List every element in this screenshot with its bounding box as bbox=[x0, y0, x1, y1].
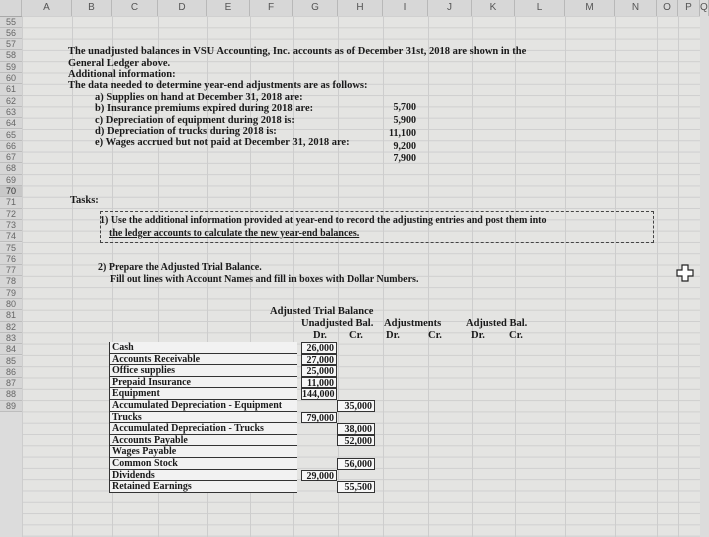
unadjusted-cr-cell[interactable]: 38,000 bbox=[337, 423, 375, 435]
column-header-b[interactable]: B bbox=[72, 0, 112, 16]
column-header-p[interactable]: P bbox=[678, 0, 700, 16]
row-header-80[interactable]: 80 bbox=[0, 299, 22, 310]
adjustment-e-value: 7,900 bbox=[393, 153, 416, 164]
subhead-dr-1: Dr. bbox=[313, 330, 327, 341]
adjustment-c-value: 11,100 bbox=[389, 128, 416, 139]
account-name-cell[interactable]: Equipment bbox=[109, 388, 297, 400]
row-header-76[interactable]: 76 bbox=[0, 254, 22, 265]
column-header-o[interactable]: O bbox=[657, 0, 678, 16]
unadjusted-cr-cell[interactable]: 56,000 bbox=[337, 458, 375, 470]
adjustment-d-value: 9,200 bbox=[393, 141, 416, 152]
account-name-cell[interactable]: Accumulated Depreciation - Trucks bbox=[109, 423, 297, 435]
subhead-cr-3: Cr. bbox=[509, 330, 523, 341]
column-header-d[interactable]: D bbox=[158, 0, 207, 16]
row-header-64[interactable]: 64 bbox=[0, 118, 22, 129]
row-header-82[interactable]: 82 bbox=[0, 322, 22, 333]
row-header-63[interactable]: 63 bbox=[0, 107, 22, 118]
column-header-i[interactable]: I bbox=[383, 0, 428, 16]
column-header-g[interactable]: G bbox=[293, 0, 338, 16]
row-header-85[interactable]: 85 bbox=[0, 356, 22, 367]
task1-line-1: 1) Use the additional information provided at year-end to record the adjusting entries and post them into bbox=[100, 215, 547, 226]
adjustment-d-label: d) Depreciation of trucks during 2018 is: bbox=[95, 126, 277, 137]
column-header-c[interactable]: C bbox=[112, 0, 158, 16]
row-header-78[interactable]: 78 bbox=[0, 276, 22, 287]
row-header-89[interactable]: 89 bbox=[0, 401, 22, 412]
adjustment-a-label: a) Supplies on hand at December 31, 2018 are: bbox=[95, 92, 303, 103]
unadjusted-dr-cell[interactable]: 26,000 bbox=[301, 342, 337, 354]
column-header-j[interactable]: J bbox=[428, 0, 472, 16]
row-header-77[interactable]: 77 bbox=[0, 265, 22, 276]
account-name-cell[interactable]: Dividends bbox=[109, 470, 297, 482]
row-header-68[interactable]: 68 bbox=[0, 163, 22, 174]
subhead-dr-3: Dr. bbox=[471, 330, 485, 341]
account-name-cell[interactable]: Trucks bbox=[109, 412, 297, 424]
intro-line-1: The unadjusted balances in VSU Accounting, Inc. accounts as of December 31st, 2018 are shown in the bbox=[68, 46, 527, 57]
subhead-cr-2: Cr. bbox=[428, 330, 442, 341]
adjustment-e-label: e) Wages accrued but not paid at December 31, 2018 are: bbox=[95, 137, 350, 148]
account-name-cell[interactable]: Retained Earnings bbox=[109, 481, 297, 493]
adjustment-b-label: b) Insurance premiums expired during 2018 are: bbox=[95, 103, 314, 114]
row-header-88[interactable]: 88 bbox=[0, 389, 22, 400]
account-name-cell[interactable]: Office supplies bbox=[109, 365, 297, 377]
plus-cross-cursor-icon bbox=[676, 264, 694, 282]
account-name-cell[interactable]: Accumulated Depreciation - Equipment bbox=[109, 400, 297, 412]
intro-line-3: Additional information: bbox=[68, 69, 176, 80]
row-header-72[interactable]: 72 bbox=[0, 209, 22, 220]
row-header-67[interactable]: 67 bbox=[0, 152, 22, 163]
subhead-cr-1: Cr. bbox=[349, 330, 363, 341]
group-adjusted: Adjusted Bal. bbox=[466, 318, 528, 329]
unadjusted-dr-cell[interactable]: 11,000 bbox=[301, 377, 337, 389]
group-unadjusted: Unadjusted Bal. bbox=[301, 318, 374, 329]
row-header-83[interactable]: 83 bbox=[0, 333, 22, 344]
column-header-n[interactable]: N bbox=[615, 0, 657, 16]
unadjusted-dr-cell[interactable]: 29,000 bbox=[301, 470, 337, 482]
unadjusted-cr-cell[interactable]: 52,000 bbox=[337, 435, 375, 447]
row-header-66[interactable]: 66 bbox=[0, 141, 22, 152]
column-header-h[interactable]: H bbox=[338, 0, 383, 16]
subhead-dr-2: Dr. bbox=[386, 330, 400, 341]
adjustment-c-label: c) Depreciation of equipment during 2018 is: bbox=[95, 115, 295, 126]
row-header-75[interactable]: 75 bbox=[0, 243, 22, 254]
row-header-74[interactable]: 74 bbox=[0, 231, 22, 242]
row-header-56[interactable]: 56 bbox=[0, 28, 22, 39]
row-header-79[interactable]: 79 bbox=[0, 288, 22, 299]
unadjusted-dr-cell[interactable]: 144,000 bbox=[301, 388, 337, 400]
row-header-57[interactable]: 57 bbox=[0, 39, 22, 50]
row-header-59[interactable]: 59 bbox=[0, 62, 22, 73]
column-header-m[interactable]: M bbox=[565, 0, 615, 16]
column-header-q[interactable]: Q bbox=[700, 0, 709, 16]
row-header-71[interactable]: 71 bbox=[0, 197, 22, 208]
row-header-58[interactable]: 58 bbox=[0, 50, 22, 61]
column-header-k[interactable]: K bbox=[472, 0, 515, 16]
row-header-86[interactable]: 86 bbox=[0, 367, 22, 378]
task1-line-2: the ledger accounts to calculate the new year-end balances. bbox=[109, 228, 360, 239]
column-header-l[interactable]: L bbox=[515, 0, 565, 16]
row-header-84[interactable]: 84 bbox=[0, 344, 22, 355]
tasks-title: Tasks: bbox=[70, 195, 99, 206]
row-header-70[interactable]: 70 bbox=[0, 186, 22, 197]
intro-line-2: General Ledger above. bbox=[68, 58, 171, 69]
group-adjustments: Adjustments bbox=[384, 318, 442, 329]
unadjusted-dr-cell[interactable]: 79,000 bbox=[301, 412, 337, 424]
account-name-cell[interactable]: Accounts Payable bbox=[109, 435, 297, 447]
unadjusted-cr-cell[interactable]: 55,500 bbox=[337, 481, 375, 493]
account-name-cell[interactable]: Wages Payable bbox=[109, 446, 297, 458]
column-header-f[interactable]: F bbox=[250, 0, 293, 16]
task2-line-2: Fill out lines with Account Names and fill in boxes with Dollar Numbers. bbox=[110, 274, 419, 285]
adjustment-b-value: 5,900 bbox=[393, 115, 416, 126]
row-header-62[interactable]: 62 bbox=[0, 96, 22, 107]
row-header-61[interactable]: 61 bbox=[0, 84, 22, 95]
trial-balance-title: Adjusted Trial Balance bbox=[270, 306, 374, 317]
row-header-87[interactable]: 87 bbox=[0, 378, 22, 389]
intro-line-4: The data needed to determine year-end adjustments are as follows: bbox=[68, 80, 368, 91]
row-header-60[interactable]: 60 bbox=[0, 73, 22, 84]
column-header-e[interactable]: E bbox=[207, 0, 250, 16]
row-header-55[interactable]: 55 bbox=[0, 17, 22, 28]
unadjusted-dr-cell[interactable]: 25,000 bbox=[301, 365, 337, 377]
account-name-cell[interactable]: Cash bbox=[109, 342, 297, 354]
adjustment-a-value: 5,700 bbox=[393, 102, 416, 113]
row-header-65[interactable]: 65 bbox=[0, 130, 22, 141]
unadjusted-dr-cell[interactable]: 27,000 bbox=[301, 354, 337, 366]
task2-line-1: 2) Prepare the Adjusted Trial Balance. bbox=[98, 262, 262, 273]
column-header-a[interactable]: A bbox=[22, 0, 72, 16]
account-name-cell[interactable]: Common Stock bbox=[109, 458, 297, 470]
row-header-69[interactable]: 69 bbox=[0, 175, 22, 186]
row-header-73[interactable]: 73 bbox=[0, 220, 22, 231]
unadjusted-cr-cell[interactable]: 35,000 bbox=[337, 400, 375, 412]
account-name-cell[interactable]: Accounts Receivable bbox=[109, 354, 297, 366]
row-header-81[interactable]: 81 bbox=[0, 310, 22, 321]
account-name-cell[interactable]: Prepaid Insurance bbox=[109, 377, 297, 389]
